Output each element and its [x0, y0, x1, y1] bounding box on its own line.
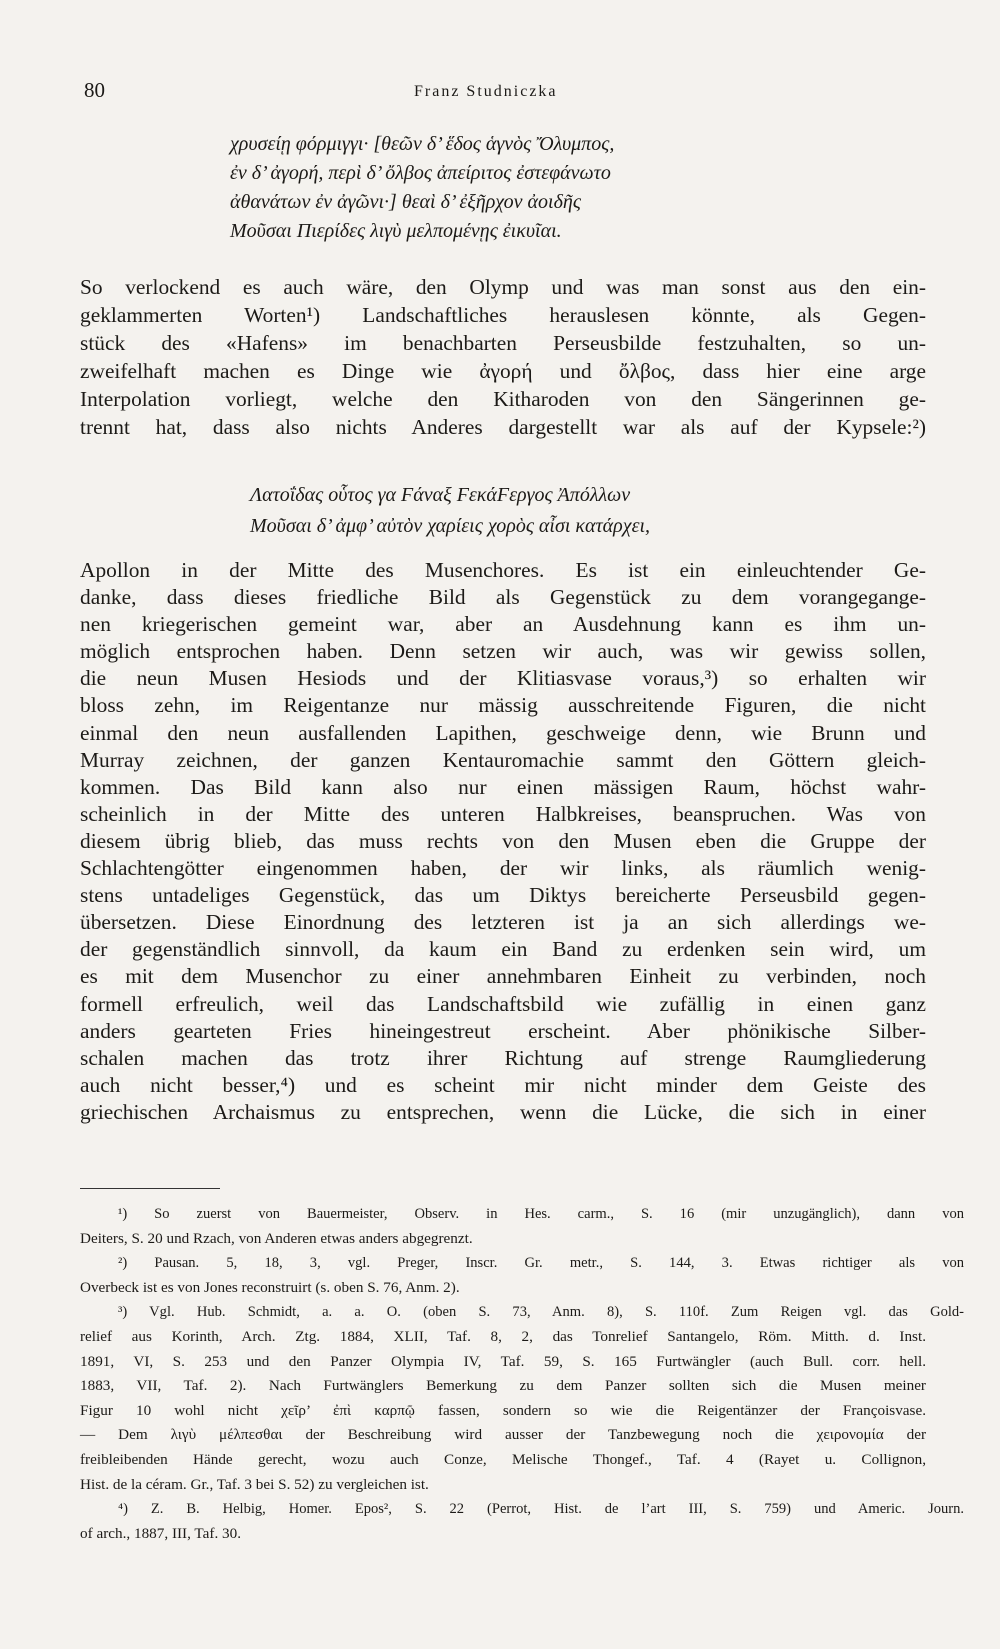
paragraph-2: [80, 557, 926, 1126]
greek-quote-2: [250, 480, 890, 542]
text-line: die neun Musen Hesiods und der Klitiasvase voraus,³) so erhalten wir: [80, 666, 926, 691]
text-line: nen kriegerischen gemeint war, aber an Ausdehnung kann es ihm un-: [80, 612, 926, 637]
running-head: Franz Studniczka: [414, 83, 558, 100]
text-line: trennt hat, dass also nichts Anderes dargestellt war als auf der Kypsele:²): [80, 415, 926, 439]
text-line: formell erfreulich, weil das Landschaftsbild wie zufällig in einen ganz: [80, 991, 926, 1016]
greek-verse: Μοῦσαι Πιερίδες λιγὺ μελπομένῃς ἐικυῖαι.: [230, 220, 562, 242]
greek-verse: ἐν δ’ ἀγορή, περὶ δ’ ὄλβος ἀπείριτος ἐστεφάνωτο: [230, 162, 611, 184]
text-line: griechischen Archaismus zu entsprechen, wenn die Lücke, die sich in einer: [80, 1099, 926, 1124]
footnote-line: ⁴) Z. B. Helbig, Homer. Epos², S. 22 (Perrot, Hist. de l’art III, S. 759) und Americ. Journ.: [118, 1501, 964, 1518]
text-line: kommen. Das Bild kann also nur einen mässigen Raum, höchst wahr-: [80, 774, 926, 799]
text-line: einmal den neun ausfallenden Lapithen, geschweige denn, wie Brunn und: [80, 720, 926, 745]
footnote-line: Deiters, S. 20 und Rzach, von Anderen etwas anders abgegrenzt.: [80, 1229, 473, 1247]
greek-verse: χρυσείῃ φόρμιγγι· [θεῶν δ’ ἕδος ἁγνὸς Ὄλυμπος,: [230, 133, 615, 155]
footnote-line: 1883, VII, Taf. 2). Nach Furtwänglers Bemerkung zu dem Panzer sollten sich die Musen meiner: [80, 1377, 926, 1395]
text-line: anders gearteten Fries hineingestreut erscheint. Aber phönikische Silber-: [80, 1018, 926, 1043]
text-line: geklammerten Worten¹) Landschaftliches herauslesen könnte, als Gegen-: [80, 303, 926, 327]
paragraph-1: [80, 273, 926, 441]
text-line: Murray zeichnen, der ganzen Kentauromachie sammt den Göttern gleich-: [80, 747, 926, 772]
footnote-line: freibleibenden Hände gerecht, wozu auch Conze, Melische Thongef., Taf. 4 (Rayet u. Collignon,: [80, 1450, 926, 1468]
greek-verse: Μοῦσαι δ’ ἀμφ’ αὐτὸν χαρίεις χορὸς αἶσι κατάρχει,: [250, 515, 650, 537]
text-line: auch nicht besser,⁴) und es scheint mir nicht minder dem Geiste des: [80, 1072, 926, 1097]
text-line: Schlachtengötter eingenommen haben, der wir links, als räumlich wenig-: [80, 856, 926, 881]
footnote-line: Hist. de la céram. Gr., Taf. 3 bei S. 52) zu vergleichen ist.: [80, 1475, 429, 1493]
text-line: diesem übrig blieb, das muss rechts von den Musen eben die Gruppe der: [80, 828, 926, 853]
text-line: scheinlich in der Mitte des unteren Halbkreises, beanspruchen. Was von: [80, 801, 926, 826]
text-line: Apollon in der Mitte des Musenchores. Es ist ein einleuchtender Ge-: [80, 558, 926, 582]
footnote-line: Overbeck ist es von Jones reconstruirt (s. oben S. 76, Anm. 2).: [80, 1278, 460, 1296]
page-number: 80: [84, 78, 105, 102]
text-line: So verlockend es auch wäre, den Olymp und was man sonst aus den ein-: [80, 275, 926, 299]
footnote-line: ¹) So zuerst von Bauermeister, Observ. in Hes. carm., S. 16 (mir unzugänglich), dann von: [118, 1206, 964, 1222]
text-line: möglich entsprochen haben. Denn setzen wir auch, was wir gewiss sollen,: [80, 639, 926, 664]
greek-quote-1: [230, 130, 870, 246]
footnote-line: — Dem λιγὺ μέλπεσθαι der Beschreibung wird ausser der Tanzbewegung noch die χειρονομία der: [80, 1426, 926, 1444]
footnotes: [80, 1202, 964, 1546]
footnote-line: ³) Vgl. Hub. Schmidt, a. a. O. (oben S. 73, Anm. 8), S. 110f. Zum Reigen vgl. das Gold-: [118, 1304, 964, 1321]
text-line: bloss zehn, im Reigentanze nur mässig ausschreitende Figuren, die nicht: [80, 693, 926, 718]
page-header: [84, 78, 924, 108]
text-line: der gegenständlich sinnvoll, da kaum ein Band zu erdenken sein wird, um: [80, 937, 926, 962]
text-line: es mit dem Musenchor zu einer annehmbaren Einheit zu verbinden, noch: [80, 964, 926, 989]
footnote-line: 1891, VI, S. 253 und den Panzer Olympia IV, Taf. 59, S. 165 Furtwängler (auch Bull. corr. hell.: [80, 1352, 926, 1370]
text-line: zweifelhaft machen es Dinge wie ἀγορή und ὄλβος, dass hier eine arge: [80, 359, 926, 383]
text-line: schalen machen das trotz ihrer Richtung auf strenge Raumgliederung: [80, 1045, 926, 1070]
text-line: danke, dass dieses friedliche Bild als Gegenstück zu dem vorangegange-: [80, 585, 926, 610]
text-line: stens untadeliges Gegenstück, das um Diktys bereicherte Perseusbild gegen-: [80, 883, 926, 908]
footnote-line: Figur 10 wohl nicht χεῖρ’ ἐπὶ καρπῷ fassen, sondern so wie die Reigentänzer der Françoisvase.: [80, 1401, 926, 1419]
text-line: stück des «Hafens» im benachbarten Perseusbilde festzuhalten, so un-: [80, 331, 926, 355]
greek-verse: ἀθανάτων ἐν ἀγῶνι·] θεαὶ δ’ ἐξῆρχον ἀοιδῆς: [230, 191, 581, 213]
footnote-line: of arch., 1887, III, Taf. 30.: [80, 1524, 242, 1542]
text-line: übersetzen. Diese Einordnung des letzteren ist ja an sich allerdings we-: [80, 910, 926, 935]
footnote-line: ²) Pausan. 5, 18, 3, vgl. Preger, Inscr. Gr. metr., S. 144, 3. Etwas richtiger als von: [118, 1255, 964, 1272]
text-line: Interpolation vorliegt, welche den Kitharoden von den Sängerinnen ge-: [80, 387, 926, 411]
footnote-separator: [80, 1188, 220, 1189]
greek-verse: Λατοΐδας οὗτος γα Ϝάναξ ϜεκάϜεργος Ἀπόλλων: [250, 484, 631, 506]
footnote-line: relief aus Korinth, Arch. Ztg. 1884, XLII, Taf. 8, 2, das Tonrelief Santangelo, Röm. Mitth. d. Inst.: [80, 1327, 926, 1345]
